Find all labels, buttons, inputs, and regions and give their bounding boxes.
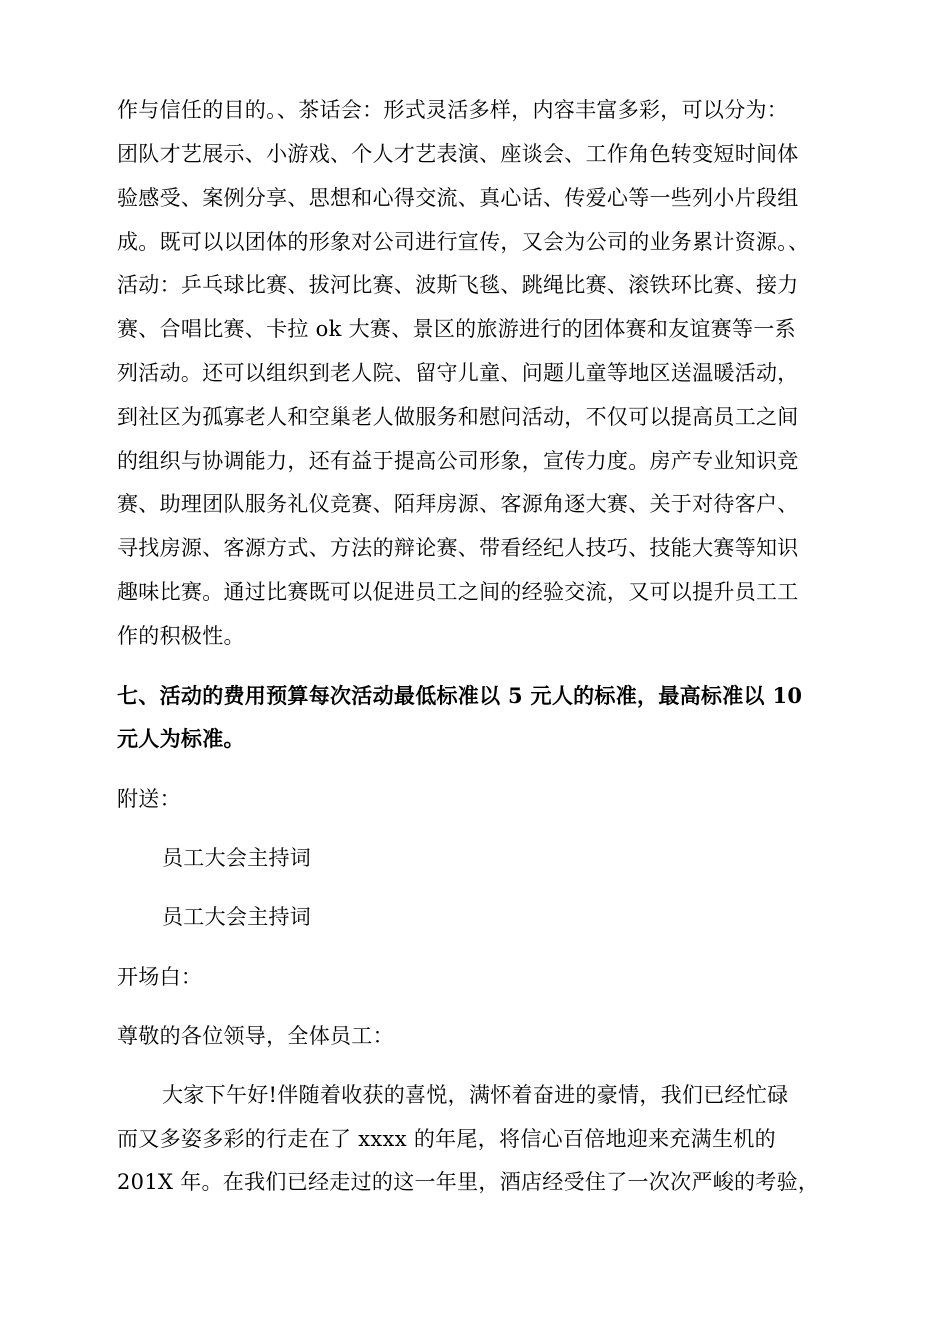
attachment-label: 附送： — [117, 787, 181, 811]
paragraph-line: 活动：乒乓球比赛、拔河比赛、波斯飞毯、跳绳比赛、滚铁环比赛、接力 — [117, 273, 799, 297]
attachment-item: 员工大会主持词 — [162, 905, 312, 929]
attachment-item: 员工大会主持词 — [162, 846, 312, 870]
paragraph-line: 寻找房源、客源方式、方法的辩论赛、带看经纪人技巧、技能大赛等知识 — [117, 536, 799, 560]
salutation: 尊敬的各位领导，全体员工： — [117, 1024, 394, 1048]
heading-line: 七、活动的费用预算每次活动最低标准以 5 元人的标准，最高标准以 10 — [117, 683, 803, 708]
paragraph-line: 作的积极性。 — [117, 624, 245, 648]
paragraph-line: 趣味比赛。通过比赛既可以促进员工之间的经验交流，又可以提升员工工 — [117, 580, 799, 604]
heading-line: 元人为标准。 — [117, 726, 245, 751]
paragraph-line: 列活动。还可以组织到老人院、留守儿童、问题儿童等地区送温暖活动， — [117, 361, 799, 385]
paragraph-line: 赛、合唱比赛、卡拉 ok 大赛、景区的旅游进行的团体赛和友谊赛等一系 — [117, 317, 796, 341]
paragraph-line: 成。既可以以团体的形象对公司进行宣传，又会为公司的业务累计资源。、 — [117, 230, 810, 254]
paragraph-line: 的组织与协调能力，还有益于提高公司形象，宣传力度。房产专业知识竞 — [117, 449, 799, 473]
paragraph-line: 验感受、案例分享、思想和心得交流、真心话、传爱心等一些列小片段组 — [117, 186, 799, 210]
speech-line: 大家下午好!伴随着收获的喜悦，满怀着奋进的豪情，我们已经忙碌 — [162, 1083, 789, 1107]
speech-line: 201X 年。在我们已经走过的这一年里，酒店经受住了一次次严峻的考验， — [117, 1170, 820, 1194]
paragraph-line: 团队才艺展示、小游戏、个人才艺表演、座谈会、工作角色转变短时间体 — [117, 142, 799, 166]
opening-label: 开场白： — [117, 965, 203, 989]
speech-line: 而又多姿多彩的行走在了 xxxx 的年尾，将信心百倍地迎来充满生机的 — [117, 1127, 776, 1151]
paragraph-line: 到社区为孤寡老人和空巢老人做服务和慰问活动，不仅可以提高员工之间 — [117, 405, 799, 429]
paragraph-line: 作与信任的目的。、茶话会：形式灵活多样，内容丰富多彩，可以分为： — [117, 98, 789, 122]
paragraph-line: 赛、助理团队服务礼仪竞赛、陌拜房源、客源角逐大赛、关于对待客户、 — [117, 492, 799, 516]
